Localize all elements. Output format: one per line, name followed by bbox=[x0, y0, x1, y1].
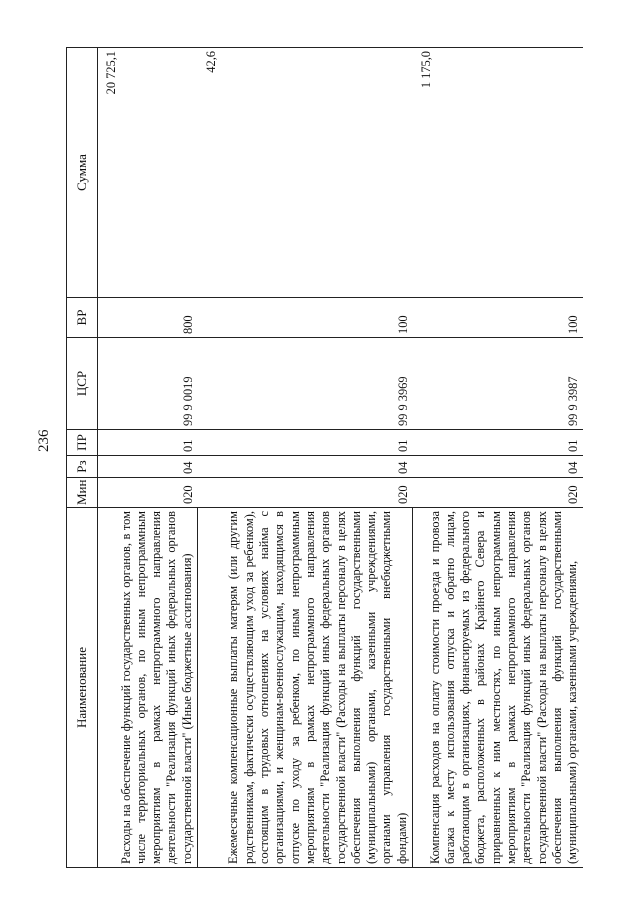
row-csr: 99 9 0019 bbox=[98, 338, 198, 430]
row-name: Компенсация расходов на оплату стоимости проезда и провоза багажа к месту использования отпуска и обратно лицам, работающим в организациях, финансируемых из федерального бюджета, расположенных в районах Крайнего Севера и приравненных к ним местностях, по иным непрограммным мероприятиям в рамках непрограммного направления деятельности "Реализация функций иных федеральных органов государственной власти" (Расходы на выплаты персоналу в целях обеспечения выполнения функций государственными (муниципальными) органами, казенными учреждениями, bbox=[413, 508, 583, 868]
row-csr: 99 9 3969 bbox=[198, 338, 413, 430]
header-name: Наименование bbox=[67, 508, 98, 868]
row-vr: 800 bbox=[98, 298, 198, 338]
page-number: 236 bbox=[36, 429, 52, 452]
row-rz: 04 bbox=[413, 456, 583, 478]
rotated-table-container bbox=[66, 48, 632, 868]
row-pr: 01 bbox=[413, 430, 583, 456]
row-min: 020 bbox=[198, 478, 413, 508]
header-min: Мин bbox=[67, 478, 98, 508]
row-name: Ежемесячные компенсационные выплаты матерям (или другим родственникам, фактически осуществляющим уход за ребенком), состоящим в трудовых отношениях на условиях найма с организациями, и женщинам-военнослужащим, находящимся в отпуске по уходу за ребенком, по иным непрограммным мероприятиям в рамках непрограммного направления деятельности "Реализация функций иных федеральных органов государственной власти" (Расходы на выплаты персоналу в целях обеспечения выполнения функций государственными (муниципальными) органами, казенными учреждениями, органами управления государственными внебюджетными фондами) bbox=[198, 508, 413, 868]
row-vr: 100 bbox=[198, 298, 413, 338]
table-row bbox=[98, 48, 198, 868]
header-rz: Рз bbox=[67, 456, 98, 478]
row-name: Расходы на обеспечение функций государственных органов, в том числе территориальных органов, по иным непрограммным мероприятиям в рамках непрограммного направления деятельности "Реализация функций иных федеральных органов государственной власти" (Иные бюджетные ассигнования) bbox=[98, 508, 198, 868]
row-sum: 42,6 bbox=[198, 48, 413, 298]
header-csr: ЦСР bbox=[67, 338, 98, 430]
row-rz: 04 bbox=[98, 456, 198, 478]
row-sum: 20 725,1 bbox=[98, 48, 198, 298]
row-sum: 1 175,0 bbox=[413, 48, 583, 298]
row-rz: 04 bbox=[198, 456, 413, 478]
row-csr: 99 9 3987 bbox=[413, 338, 583, 430]
row-min: 020 bbox=[413, 478, 583, 508]
table-row bbox=[198, 48, 413, 868]
row-pr: 01 bbox=[98, 430, 198, 456]
header-sum: Сумма bbox=[67, 48, 98, 298]
header-vr: ВР bbox=[67, 298, 98, 338]
row-pr: 01 bbox=[198, 430, 413, 456]
table-row bbox=[413, 48, 583, 868]
header-pr: ПР bbox=[67, 430, 98, 456]
row-vr: 100 bbox=[413, 298, 583, 338]
budget-table bbox=[66, 47, 583, 868]
row-min: 020 bbox=[98, 478, 198, 508]
table-header-row bbox=[67, 48, 98, 868]
